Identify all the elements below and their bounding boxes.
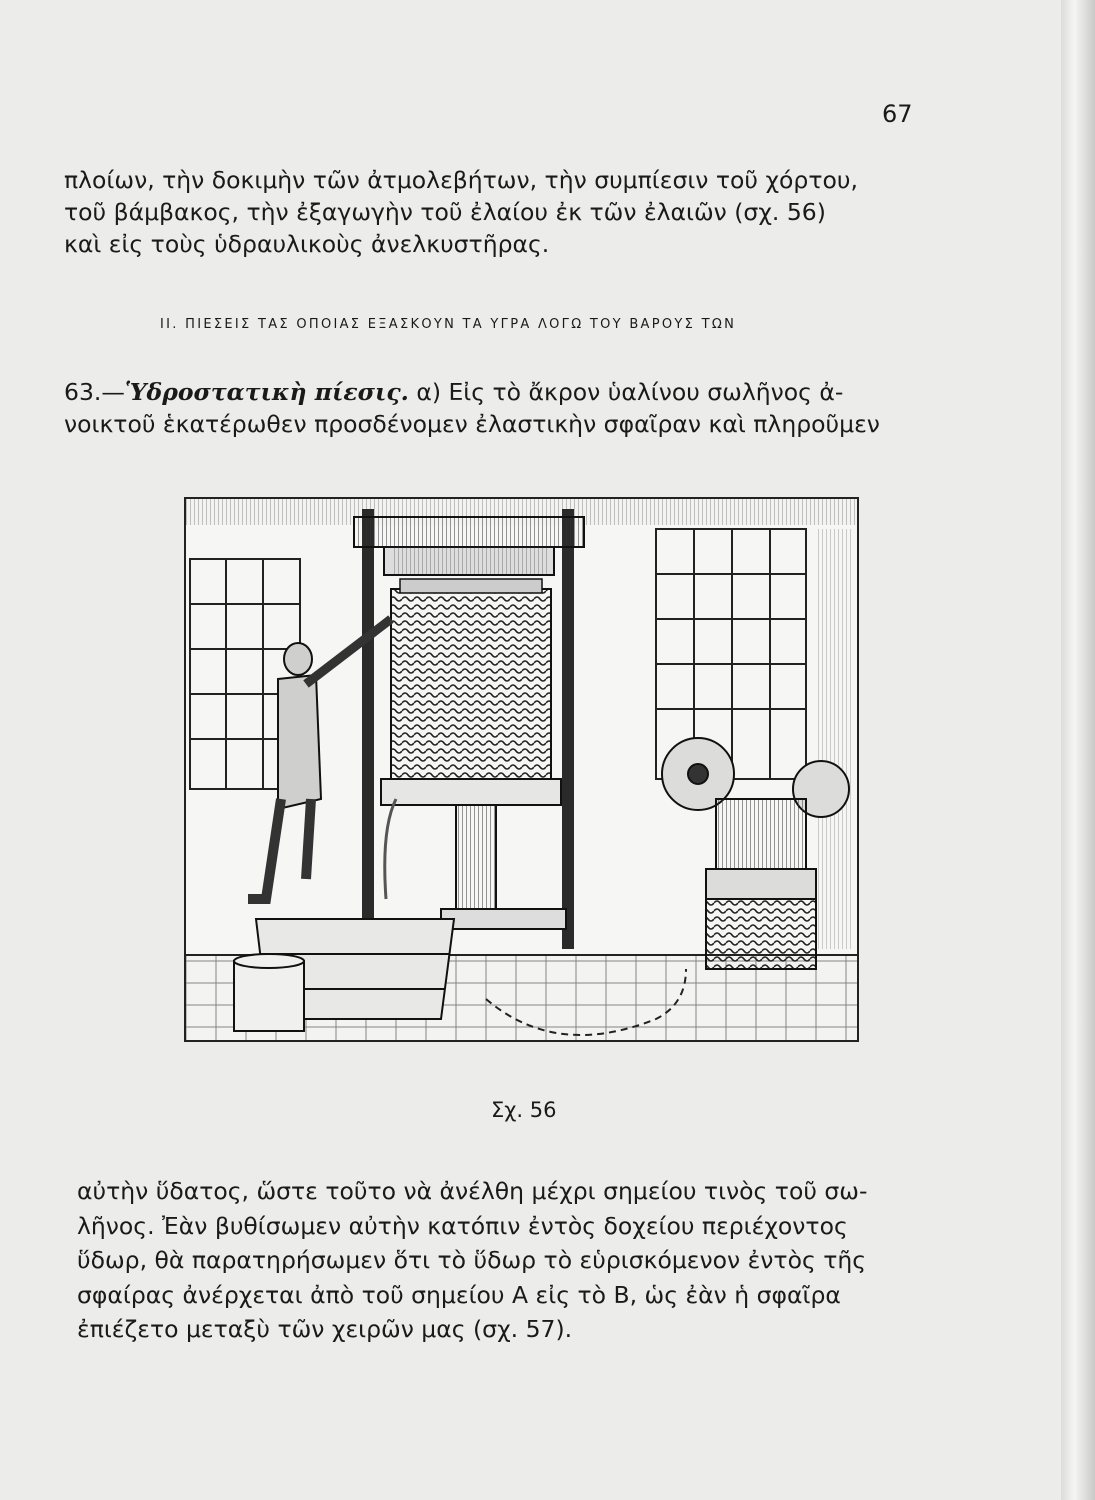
- text-line: νοικτοῦ ἑκατέρωθεν προσδένομεν ἐλαστικὴν σφαῖραν καὶ πληροῦμεν: [64, 410, 880, 438]
- illustration-drawing: [186, 499, 857, 1040]
- paragraph-title: Ὑδροστατικὴ πίεσις.: [124, 378, 409, 406]
- text-line: [64, 376, 880, 408]
- text-line: λῆνος. Ἐὰν βυθίσωμεν αὐτὴν κατόπιν ἐντὸς δοχείου περιέχοντος: [77, 1211, 848, 1240]
- text-line: ἐπιέζετο μεταξὺ τῶν χειρῶν μας (σχ. 57).: [77, 1315, 573, 1343]
- text-line: τοῦ βάμβακος, τὴν ἐξαγωγὴν τοῦ ἐλαίου ἐκ τῶν ἐλαιῶν (σχ. 56): [64, 198, 826, 226]
- page-edge-shadow: [1061, 0, 1095, 1500]
- text-line: σφαίρας ἀνέρχεται ἀπὸ τοῦ σημείου Α εἰς τὸ Β, ὡς ἐὰν ἡ σφαῖρα: [77, 1280, 841, 1309]
- text-line-rest: α) Εἰς τὸ ἄκρον ὑαλίνου σωλῆνος ἀ-: [408, 378, 844, 406]
- figure-hydraulic-press-illustration: [184, 497, 859, 1042]
- text-line: αὐτὴν ὕδατος, ὥστε τοῦτο νὰ ἀνέλθη μέχρι σημείου τινὸς τοῦ σω-: [77, 1177, 868, 1205]
- paragraph-number: 63.—: [64, 378, 125, 406]
- paragraph-3: [77, 1174, 867, 1347]
- text-line: ὕδωρ, θὰ παρατηρήσωμεν ὅτι τὸ ὕδωρ τὸ εὑρισκόμενον ἐντὸς τῆς: [77, 1246, 867, 1274]
- text-line: καὶ εἰς τοὺς ὑδραυλικοὺς ἀνελκυστῆρας.: [64, 230, 550, 258]
- section-heading: II. ΠΙΕΣΕΙΣ ΤΑΣ ΟΠΟΙΑΣ ΕΞΑΣΚΟΥΝ ΤΑ ΥΓΡΑ ΛΟΓΩ ΤΟΥ ΒΑΡΟΥΣ ΤΩΝ: [160, 317, 737, 332]
- paragraph-2: [64, 376, 880, 440]
- paragraph-1: [64, 164, 858, 260]
- text-line: πλοίων, τὴν δοκιμὴν τῶν ἀτμολεβήτων, τὴν συμπίεσιν τοῦ χόρτου,: [64, 166, 858, 194]
- page-number: 67: [882, 100, 913, 128]
- figure-caption: Σχ. 56: [491, 1098, 557, 1122]
